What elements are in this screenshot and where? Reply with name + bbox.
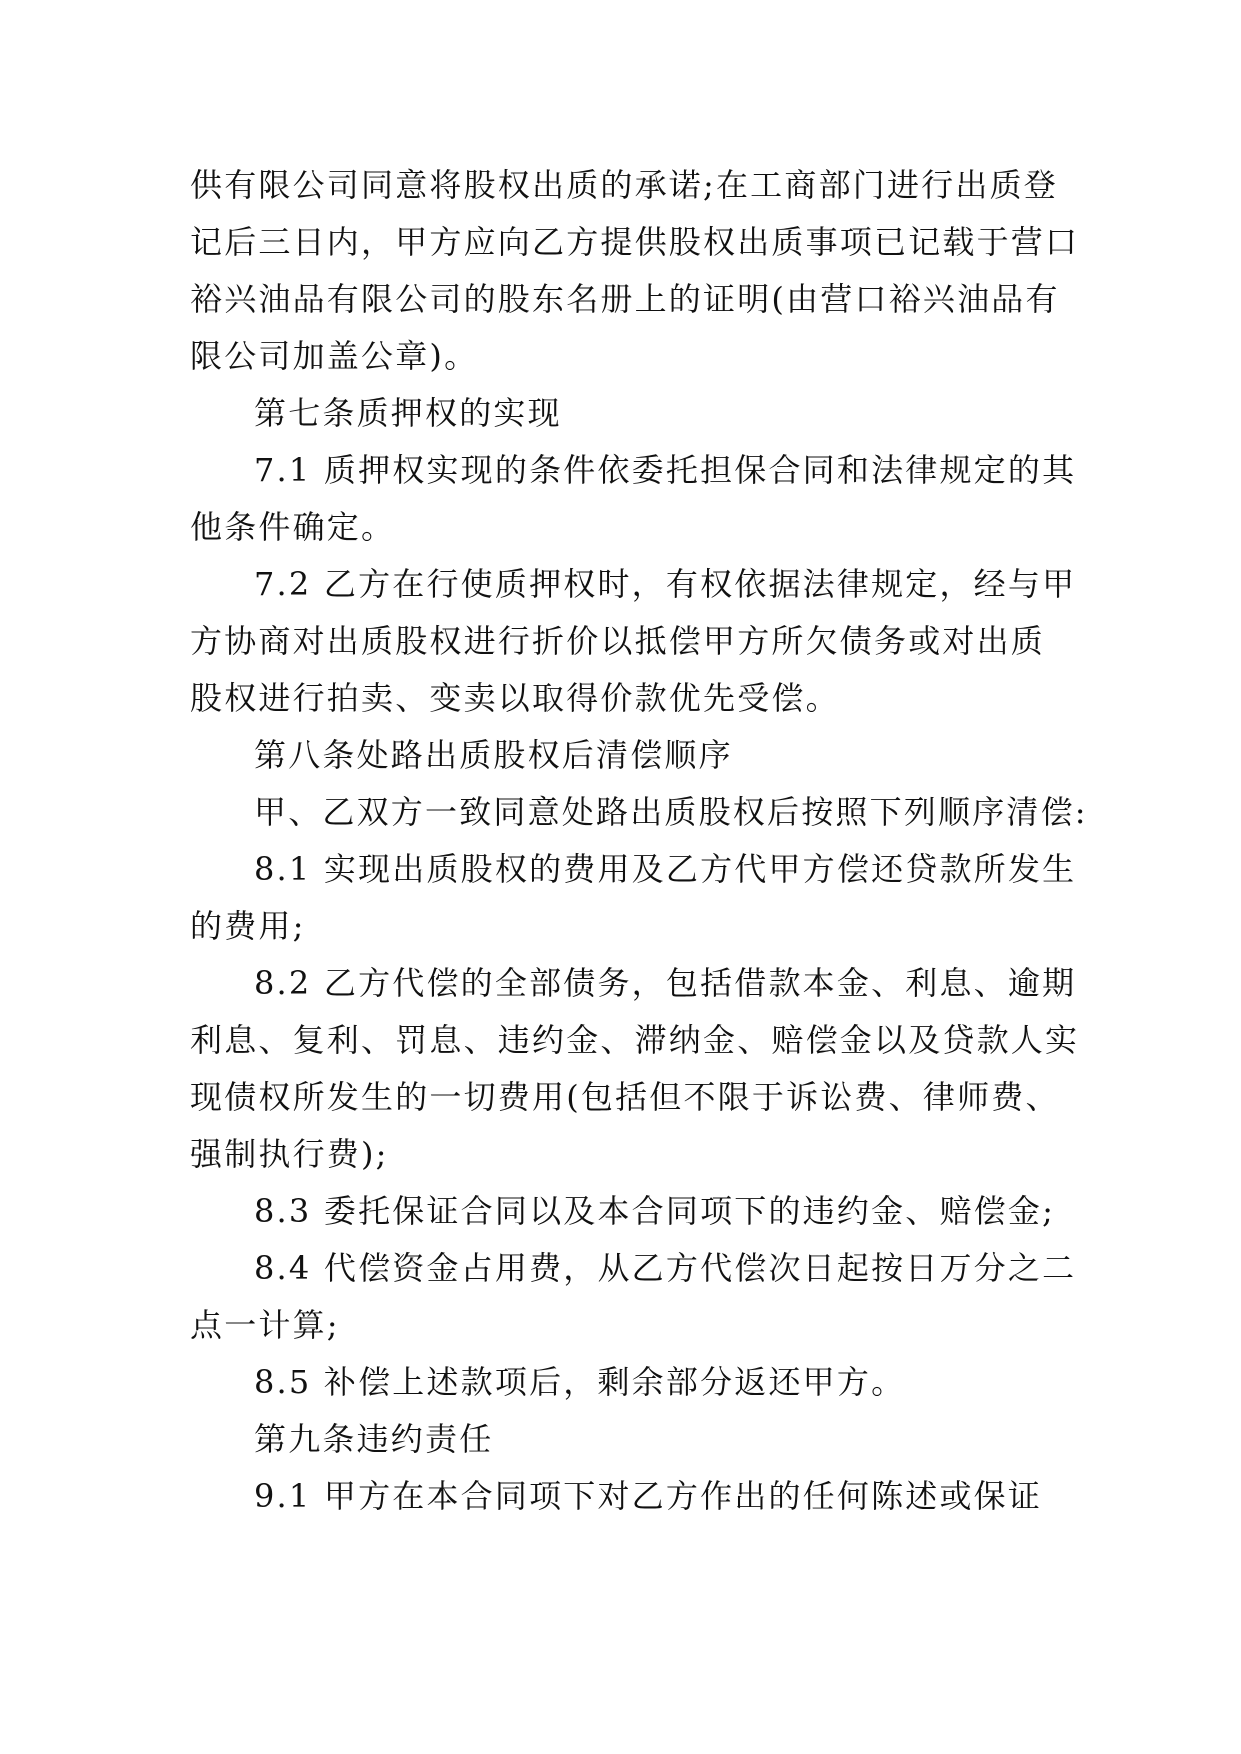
section-heading: 第八条处路出质股权后清偿顺序 [254,736,733,774]
clause-line: 利息、复利、罚息、违约金、滞纳金、赔偿金以及贷款人实 [190,1021,1080,1059]
section-heading: 第七条质押权的实现 [254,394,562,432]
clause-line: 的费用; [190,907,306,945]
paragraph-line: 记后三日内，甲方应向乙方提供股权出质事项已记载于营口 [190,223,1080,261]
clause-line: 7.1 质押权实现的条件依委托担保合同和法律规定的其 [254,451,1077,489]
clause-line: 9.1 甲方在本合同项下对乙方作出的任何陈述或保证 [254,1477,1043,1515]
clause-line: 点一计算; [190,1306,340,1344]
clause-line: 他条件确定。 [190,508,396,546]
clause-line: 方协商对出质股权进行折价以抵偿甲方所欠债务或对出质 [190,622,1046,660]
clause-line: 现债权所发生的一切费用(包括但不限于诉讼费、律师费、 [190,1078,1060,1116]
section-heading: 第九条违约责任 [254,1420,494,1458]
clause-line: 8.3 委托保证合同以及本合同项下的违约金、赔偿金; [254,1192,1056,1230]
clause-line: 8.2 乙方代偿的全部债务，包括借款本金、利息、逾期 [254,964,1077,1002]
clause-line: 8.5 补偿上述款项后，剩余部分返还甲方。 [254,1363,906,1401]
paragraph-line: 供有限公司同意将股权出质的承诺;在工商部门进行出质登 [190,166,1058,204]
clause-line: 8.1 实现出质股权的费用及乙方代甲方偿还贷款所发生 [254,850,1077,888]
paragraph-line: 甲、乙双方一致同意处路出质股权后按照下列顺序清偿: [254,793,1088,831]
paragraph-line: 限公司加盖公章)。 [190,337,479,375]
clause-line: 股权进行拍卖、变卖以取得价款优先受偿。 [190,679,840,717]
paragraph-line: 裕兴油品有限公司的股东名册上的证明(由营口裕兴油品有 [190,280,1060,318]
clause-line: 7.2 乙方在行使质押权时，有权依据法律规定，经与甲 [254,565,1077,603]
clause-line: 强制执行费); [190,1135,389,1173]
clause-line: 8.4 代偿资金占用费，从乙方代偿次日起按日万分之二 [254,1249,1077,1287]
